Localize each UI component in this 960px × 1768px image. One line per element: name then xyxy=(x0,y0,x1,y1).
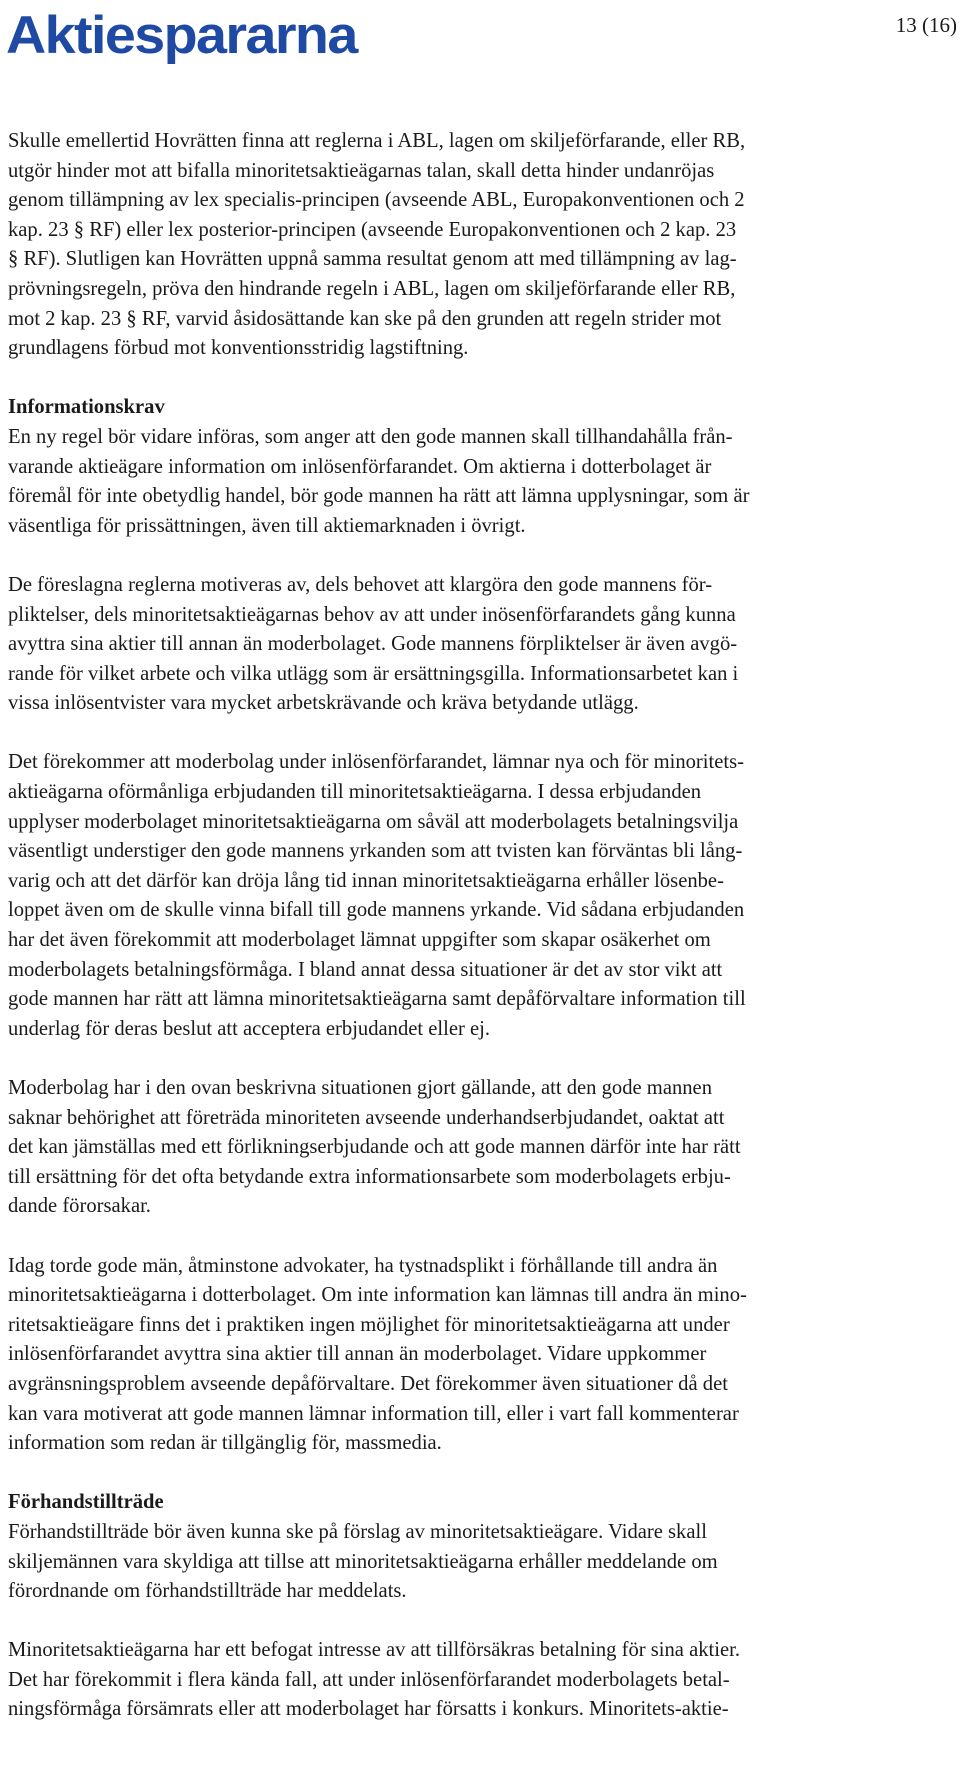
aktiespararna-logo: Aktiespararna xyxy=(6,6,357,65)
heading-forhandstilltrade: Förhandstillträde xyxy=(8,1491,164,1514)
page-header xyxy=(0,0,960,80)
paragraph-motivering: De föreslagna reglerna motiveras av, dels behovet att klargöra den gode mannens för- pliktelser, dels minoritetsaktieägarnas behov av att under inösenförfarandets gång kunna avyttra sina aktier till annan än moderbolaget. Gode mannens förpliktelser är även avgö- rande för vilket arbete och vilka utlägg som är ersättningsgilla. Informationsarbetet kan i vissa inlösentvister vara mycket arbetskrävande och kräva betydande utlägg. xyxy=(8,573,739,715)
document-body xyxy=(8,127,952,1725)
paragraph-forhandstilltrade: Förhandstillträde bör även kunna ske på förslag av minoritetsaktieägare. Vidare skall skiljemännen vara skyldiga att tillse att minoritetsaktieägarna erhåller meddelande om förordnande om förhandstillträde har meddelats. xyxy=(8,1520,718,1603)
paragraph-erbjudanden: Det förekommer att moderbolag under inlösenförfarandet, lämnar nya och för minoritets- aktieägarna oförmånliga erbjudanden till minoritetsaktieägarna. I dessa erbjudanden upplyser moderbolaget minoritetsaktieägarna om såväl att moderbolagets betalningsvilja väsentligt understiger den gode mannens yrkanden som att tvisten kan förväntas bli lång- varig och att det därför kan dröja lång tid innan minoritetsaktieägarna erhåller lösenbe- loppet även om de skulle vinna bifall till gode mannens yrkande. Vid sådana erbjudanden har det även förekommit att moderbolaget lämnat uppgifter som skapar osäkerhet om moderbolagets betalningsförmåga. I bland annat dessa situationer är det av stor vikt att gode mannen har rätt att lämna minoritetsaktieägarna samt depåförvaltare information till underlag för deras beslut att acceptera erbjudandet eller ej. xyxy=(8,751,746,1040)
paragraph-hovratten: Skulle emellertid Hovrätten finna att reglerna i ABL, lagen om skiljeförfarande, eller RB, utgör hinder mot att bifalla minoritetsaktieägarnas talan, skall detta hinder undanröjas genom tillämpning av lex specialis-principen (avseende ABL, Europakonventionen och 2 kap. 23 § RF) eller lex posterior-principen (avseende Europakonventionen och 2 kap. 23 § RF). Slutligen kan Hovrätten uppnå samma resultat genom att med tillämpning av lag- prövningsregeln, pröva den hindrande regeln i ABL, lagen om skiljeförfarande eller RB, mot 2 kap. 23 § RF, varvid åsidosättande kan ske på den grunden att regeln strider mot grundlagens förbud mot konventionsstridig lagstiftning. xyxy=(8,130,746,360)
paragraph-betalning: Minoritetsaktieägarna har ett befogat intresse av att tillförsäkras betalning för sina aktier. Det har förekommit i flera kända fall, att under inlösenförfarandet moderbolagets betal- ningsförmåga försämrats eller att moderbolaget har försatts i konkurs. Minoritets-aktie- xyxy=(8,1639,740,1721)
heading-informationskrav: Informationskrav xyxy=(8,396,165,419)
paragraph-informationskrav: En ny regel bör vidare införas, som anger att den gode mannen skall tillhandahålla från- varande aktieägare information om inlösenförfarandet. Om aktierna i dotterbolaget är föremål för inte obetydlig handel, bör gode mannen ha rätt att lämna upplysningar, som är väsentliga för prissättningen, även till aktiemarknaden i övrigt. xyxy=(8,425,750,537)
paragraph-tystnadsplikt: Idag torde gode män, åtminstone advokater, ha tystnadsplikt i förhållande till andra än minoritetsaktieägarna i dotterbolaget. Om inte information kan lämnas till andra än mino- ritetsaktieägare finns det i praktiken ingen möjlighet för minoritetsaktieägarna att under inlösenförfarandet avyttra sina aktier till annan än moderbolaget. Vidare uppkommer avgränsningsproblem avseende depåförvaltare. Det förekommer även situationer då det kan vara motiverat att gode mannen lämnar information till, eller i vart fall kommenterar information som redan är tillgänglig för, massmedia. xyxy=(8,1254,747,1455)
page-number: 13 (16) xyxy=(895,13,957,37)
paragraph-behorighet: Moderbolag har i den ovan beskrivna situationen gjort gällande, att den gode mannen saknar behörighet att företräda minoriteten avseende underhandserbjudandet, oaktat att det kan jämställas med ett förlikningserbjudande och att gode mannen därför inte har rätt till ersättning för det ofta betydande extra informationsarbete som moderbolagets erbju- dande förorsakar. xyxy=(8,1077,741,1218)
